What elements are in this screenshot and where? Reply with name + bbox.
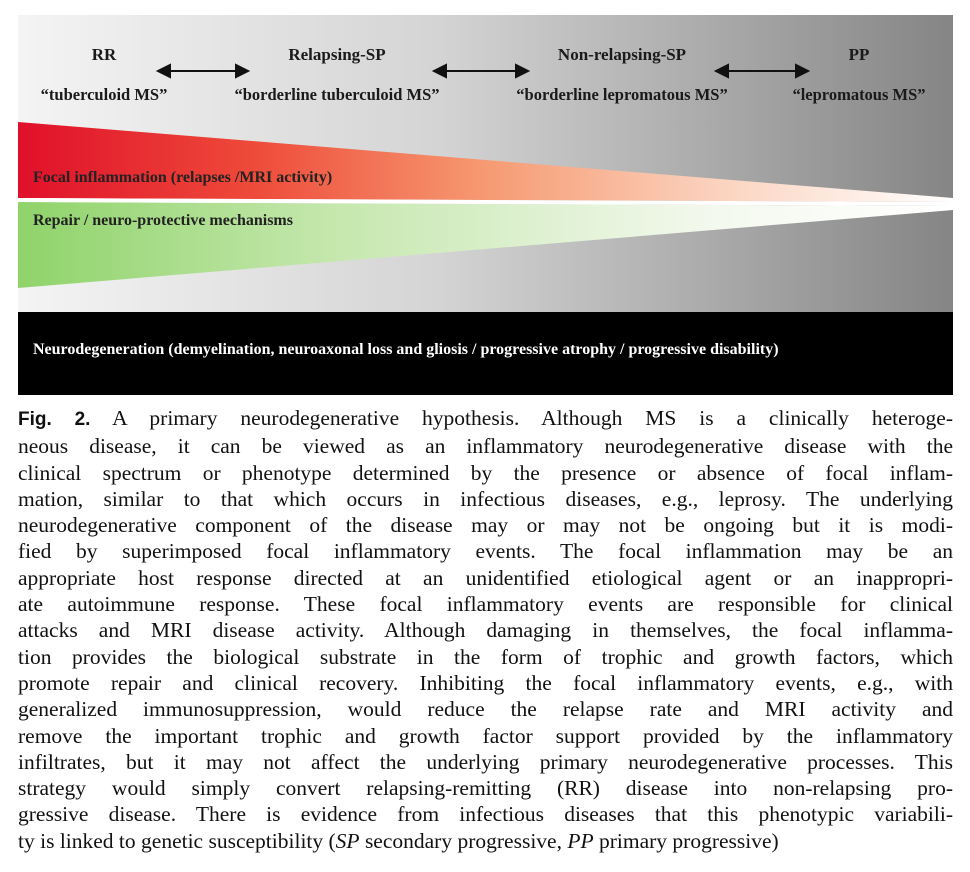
caption-text: A primary neurodegenerative hypothesis. Although MS is a clinically heteroge- xyxy=(90,406,953,430)
caption-line: appropriate host response directed at an unidentified etiological agent or an inappropri- xyxy=(18,565,953,590)
figure-label: Fig. 2. xyxy=(18,409,91,430)
caption-line: ate autoimmune response. These focal inflammatory events are responsible for clinical xyxy=(18,592,953,617)
caption-line xyxy=(18,828,953,854)
caption-text: ty is linked to genetic susceptibility ( xyxy=(18,828,336,853)
caption-line: gressive disease. There is evidence from infectious diseases that this phenotypic variabili- xyxy=(18,802,953,827)
caption-line: attacks and MRI disease activity. Although damaging in themselves, the focal inflamma- xyxy=(18,618,953,643)
caption-line: neous disease, it can be viewed as an inflammatory neurodegenerative disease with the xyxy=(18,434,953,459)
stage-label-non-relapsing-sp: Non-relapsing-SP xyxy=(557,45,687,64)
caption-text: primary progressive) xyxy=(593,828,779,853)
figure-caption xyxy=(18,405,953,854)
caption-line: infiltrates, but it may not affect the underlying primary neurodegenerative processes. This xyxy=(18,749,953,774)
caption-line: generalized immunosuppression, would reduce the relapse rate and MRI activity and xyxy=(18,697,953,722)
caption-line xyxy=(18,405,953,433)
caption-line: neurodegenerative component of the disease may or may not be ongoing but it is modi- xyxy=(18,513,953,538)
caption-line: clinical spectrum or phenotype determined by the presence or absence of focal inflam- xyxy=(18,460,953,485)
caption-line: strategy would simply convert relapsing-remitting (RR) disease into non-relapsing pro- xyxy=(18,776,953,801)
caption-line: fied by superimposed focal inflammatory events. The focal inflammation may be an xyxy=(18,539,953,564)
caption-line: tion provides the biological substrate in the form of trophic and growth factors, which xyxy=(18,644,953,669)
focal-inflammation-label: Focal inflammation (relapses /MRI activity) xyxy=(33,169,333,186)
stage-subtitle-non-relapsing-sp: “borderline lepromatous MS” xyxy=(516,85,728,104)
caption-line: promote repair and clinical recovery. Inhibiting the focal inflammatory events, e.g., with xyxy=(18,670,953,695)
stage-subtitle-pp: “lepromatous MS” xyxy=(792,85,926,104)
stage-label-rr: RR xyxy=(91,45,117,64)
caption-line: remove the important trophic and growth factor support provided by the inflammatory xyxy=(18,723,953,748)
stage-subtitle-relapsing-sp: “borderline tuberculoid MS” xyxy=(234,85,440,104)
figure xyxy=(18,15,953,395)
abbr-pp: PP xyxy=(567,828,594,853)
stage-label-pp: PP xyxy=(848,45,870,64)
figure-graphic xyxy=(18,15,953,395)
caption-line: mation, similar to that which occurs in infectious diseases, e.g., leprosy. The underlying xyxy=(18,486,953,511)
stage-label-relapsing-sp: Relapsing-SP xyxy=(288,45,386,64)
caption-text: secondary progressive, xyxy=(359,828,568,853)
stage-subtitle-rr: “tuberculoid MS” xyxy=(40,85,168,104)
neurodegeneration-label: Neurodegeneration (demyelination, neuroaxonal loss and gliosis / progressive atrophy / progressive disability) xyxy=(33,341,779,358)
abbr-sp: SP xyxy=(335,828,360,853)
repair-label: Repair / neuro-protective mechanisms xyxy=(33,212,293,229)
